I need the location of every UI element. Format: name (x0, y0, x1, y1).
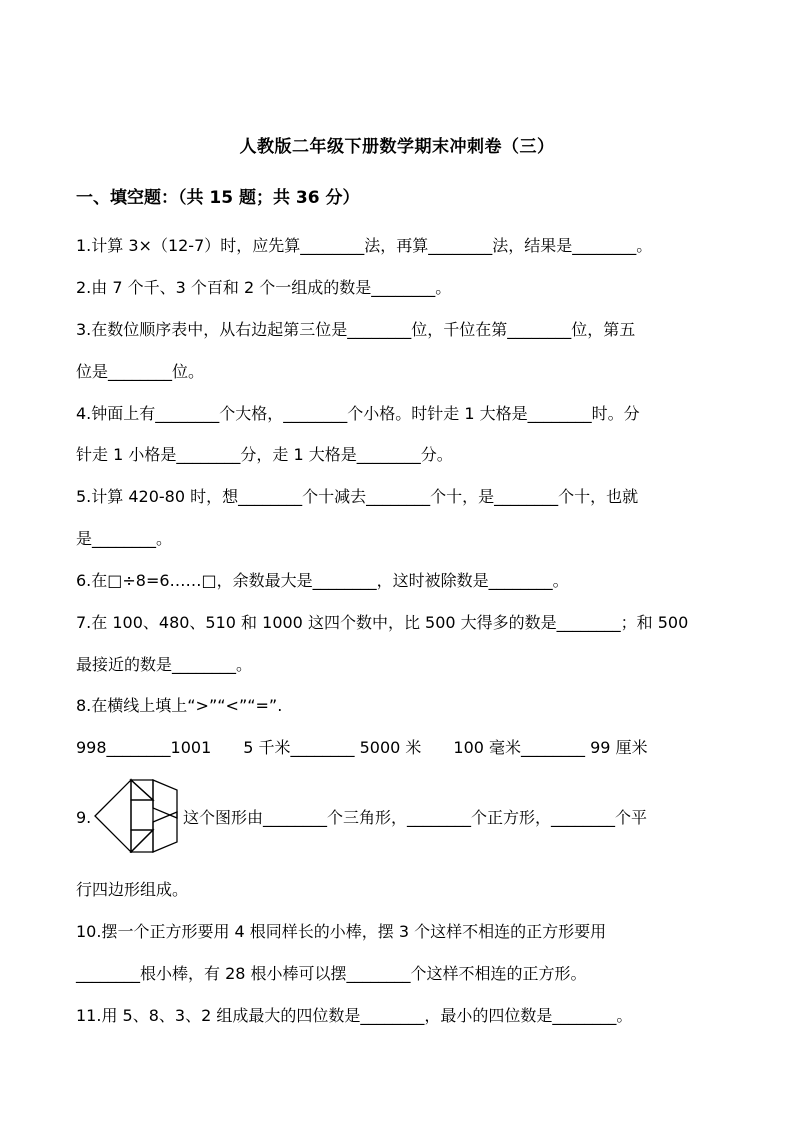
question-7-line-2: 最接近的数是________。 (76, 655, 253, 674)
question-8-items: 998________1001 5 千米________ 5000 米 100 毫米________ 99 厘米 (76, 738, 648, 757)
question-3-line-2: 位是________位。 (76, 362, 205, 381)
question-4-line-1: 4.钟面上有________个大格，________个小格。时针走 1 大格是________时。分 (76, 404, 640, 423)
question-10-line-1: 10.摆一个正方形要用 4 根同样长的小棒，摆 3 个这样不相连的正方形要用 (76, 922, 607, 941)
question-10-line-2: ________根小棒，有 28 根小棒可以摆________个这样不相连的正方形。 (76, 964, 587, 983)
question-9-number: 9. (76, 808, 92, 827)
question-9-line-2: 行四边形组成。 (76, 880, 189, 899)
question-6: 6.在□÷8=6……□，余数最大是________，这时被除数是________。 (76, 571, 569, 590)
figure-right-parallelogram-2 (153, 812, 177, 852)
figure-right-parallelogram-1 (153, 780, 177, 818)
question-9-line-1: 这个图形由________个三角形，________个正方形，________个平 (183, 808, 648, 827)
page-title: 人教版二年级下册数学期末冲刺卷（三） (239, 137, 555, 157)
figure-top-triangle-2 (131, 780, 153, 800)
question-1: 1.计算 3×（12-7）时，应先算________法，再算________法，结果是________。 (76, 236, 653, 255)
question-4-line-2: 针走 1 小格是________分，走 1 大格是________分。 (76, 445, 453, 464)
section-heading: 一、填空题：（共 15 题；共 36 分） (76, 188, 360, 208)
question-11: 11.用 5、8、3、2 组成最大的四位数是________，最小的四位数是________。 (76, 1006, 633, 1025)
question-3-line-1: 3.在数位顺序表中，从右边起第三位是________位，千位在第________位，第五 (76, 320, 636, 339)
question-5-line-1: 5.计算 420-80 时，想________个十减去________个十，是________个十，也就 (76, 487, 639, 506)
question-8: 8.在横线上填上“>”“<”“=”. (76, 696, 283, 715)
figure-bottom-triangle-2 (131, 830, 153, 852)
tangram-figure (93, 778, 179, 853)
figure-left-triangle (95, 780, 131, 852)
question-2: 2.由 7 个千、3 个百和 2 个一组成的数是________。 (76, 278, 452, 297)
question-5-line-2: 是________。 (76, 529, 173, 548)
figure-center-square (131, 800, 153, 830)
question-7-line-1: 7.在 100、480、510 和 1000 这四个数中，比 500 大得多的数是________；和 500 (76, 613, 689, 632)
